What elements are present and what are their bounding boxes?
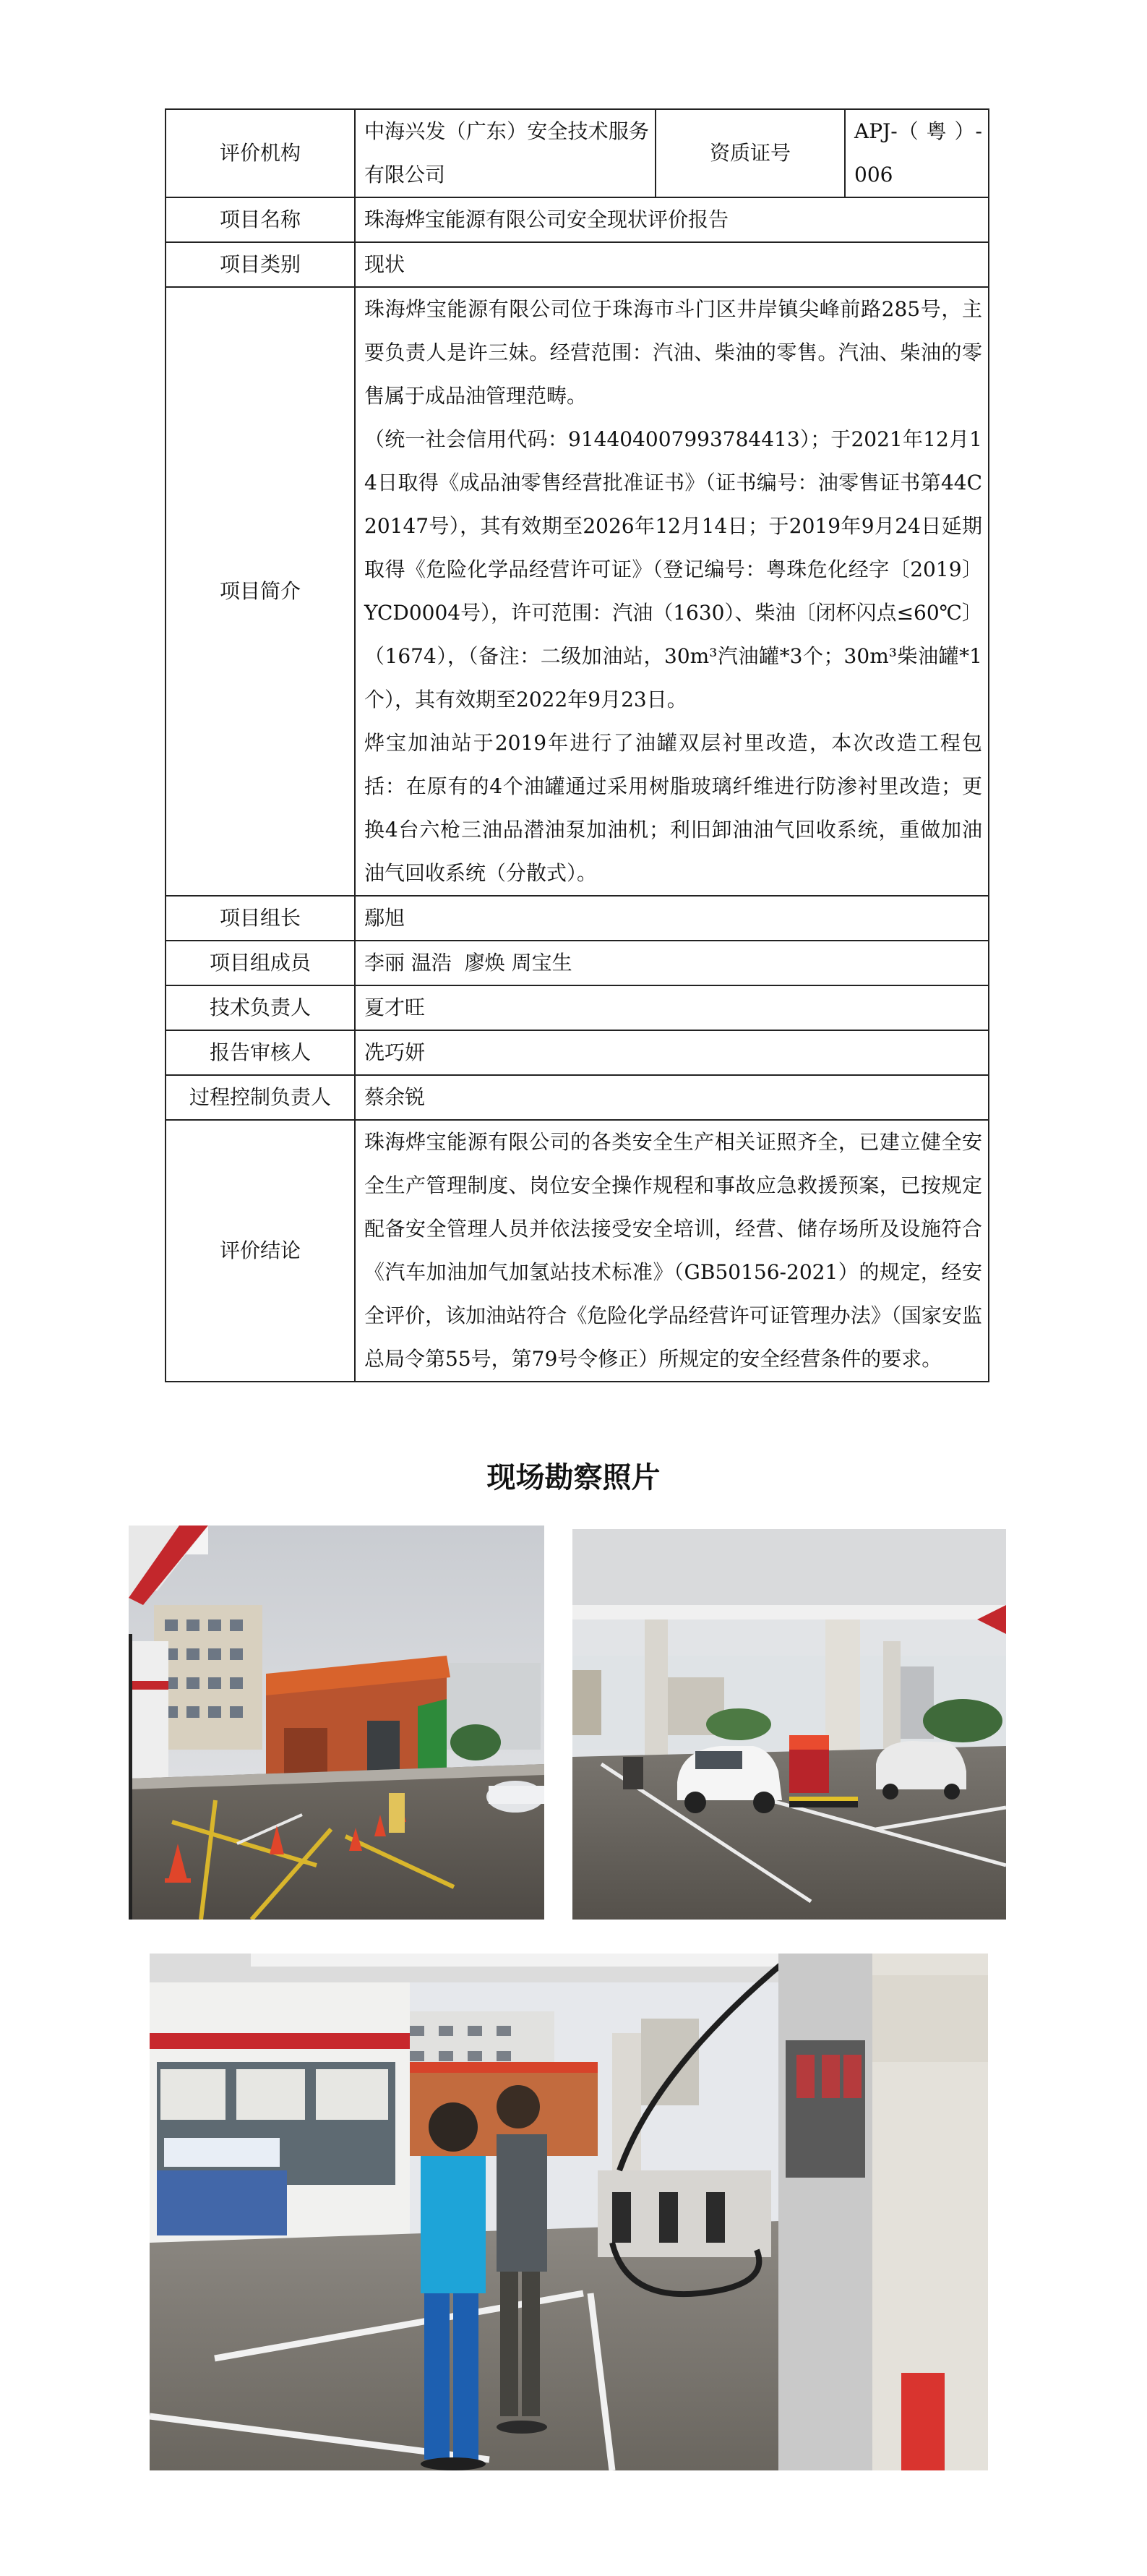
table-row [166, 896, 989, 941]
table-row [166, 941, 989, 985]
intro-paragraph-1: 珠海烨宝能源有限公司位于珠海市斗门区井岸镇尖峰前路285号，主要负责人是许三妹。经营范围：汽油、柴油的零售。汽油、柴油的零售属于成品油管理范畴。 [364, 297, 982, 408]
cert-value: APJ-（ 粤 ）-006 [845, 109, 989, 197]
members-label: 项目组成员 [166, 941, 355, 985]
project-info-table [165, 108, 989, 1382]
org-value: 中海兴发（广东）安全技术服务有限公司 [355, 109, 656, 197]
intro-paragraph-3: 烨宝加油站于2019年进行了油罐双层衬里改造，本次改造工程包括：在原有的4个油罐通过采用树脂玻璃纤维进行防渗衬里改造；更换4台六枪三油品潜油泵加油机；利旧卸油油气回收系统，重做加油油气回收系统（分散式）。 [364, 731, 982, 885]
review-label: 报告审核人 [166, 1030, 355, 1075]
intro-label: 项目简介 [166, 287, 355, 896]
process-label: 过程控制负责人 [166, 1075, 355, 1120]
name-label: 项目名称 [166, 197, 355, 242]
table-row [166, 1120, 989, 1382]
table-row [166, 242, 989, 287]
photos-title: 现场勘察照片 [486, 1461, 661, 1494]
intro-value [355, 287, 989, 896]
conclusion-value: 珠海烨宝能源有限公司的各类安全生产相关证照齐全，已建立健全安全生产管理制度、岗位安全操作规程和事故应急救援预案，已按规定配备安全管理人员并依法接受安全培训，经营、储存场所及设施符合《汽车加油加气加氢站技术标准》（GB50156-2021）的规定，经安全评价，该加油站符合《危险化学品经营许可证管理办法》（国家安监总局令第55号，第79号令修正）所规定的安全经营条件的要求。 [355, 1120, 989, 1382]
intro-paragraph-2: （统一社会信用代码：914404007993784413）；于2021年12月14日取得《成品油零售经营批准证书》（证书编号：油零售证书第44C20147号），其有效期至2026年12月14日；于2019年9月24日延期取得《危险化学品经营许可证》（登记编号：粤珠危化经字〔2019〕YCD0004号），许可范围：汽油（1630）、柴油〔闭杯闪点≤60℃〕（1674），（备注：二级加油站，30m³汽油罐*3个；30m³柴油罐*1个），其有效期至2022年9月23日。 [364, 427, 982, 711]
table-row [166, 109, 989, 197]
members-value: 李丽 温浩 廖焕 周宝生 [355, 941, 989, 985]
conclusion-label: 评价结论 [166, 1120, 355, 1382]
org-label: 评价机构 [166, 109, 355, 197]
tech-value: 夏才旺 [355, 985, 989, 1030]
table-row [166, 197, 989, 242]
site-photo-station-building [129, 1526, 544, 1920]
site-photo-inspection [150, 1954, 988, 2470]
type-label: 项目类别 [166, 242, 355, 287]
leader-label: 项目组长 [166, 896, 355, 941]
review-value: 冼巧妍 [355, 1030, 989, 1075]
table-row [166, 985, 989, 1030]
tech-label: 技术负责人 [166, 985, 355, 1030]
table-row [166, 1075, 989, 1120]
table-row [166, 1030, 989, 1075]
process-value: 蔡余锐 [355, 1075, 989, 1120]
table-row [166, 287, 989, 896]
name-value: 珠海烨宝能源有限公司安全现状评价报告 [355, 197, 989, 242]
site-photo-forecourt [572, 1526, 1006, 1920]
type-value: 现状 [355, 242, 989, 287]
cert-label: 资质证号 [656, 109, 845, 197]
leader-value: 鄢旭 [355, 896, 989, 941]
